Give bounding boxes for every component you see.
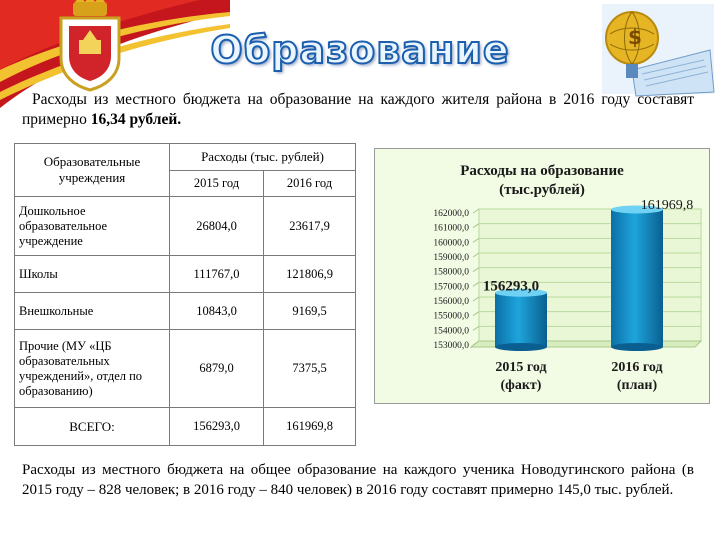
col-header-institutions: Образовательные учреждения xyxy=(15,144,170,197)
x-category-label: (план) xyxy=(616,378,658,393)
gridline xyxy=(473,253,479,257)
intro-sentence: Расходы из местного бюджета на образование на каждого жителя района в 2016 году составят примерно xyxy=(22,91,694,128)
bar-base xyxy=(611,343,663,351)
col-header-expenses: Расходы (тыс. рублей) xyxy=(170,144,356,171)
x-category-label: 2015 год xyxy=(495,360,547,375)
y-tick-label: 156000,0 xyxy=(433,297,469,307)
bar-chart xyxy=(375,149,709,403)
y-tick-label: 154000,0 xyxy=(433,326,469,337)
budget-table xyxy=(14,143,356,446)
value-label: 161969,8 xyxy=(640,198,694,213)
y-tick-label: 162000,0 xyxy=(433,209,469,219)
y-tick-label: 153000,0 xyxy=(433,341,469,351)
row-value-2015: 156293,0 xyxy=(170,408,264,446)
bottom-text: Расходы из местного бюджета на общее образование на каждого ученика Новодугинского района (в 2015 году – 828 человек; в 2016 году – 840 человек) в 2016 году составят примерно 145,0 тыс. рублей. xyxy=(22,462,694,498)
table-row xyxy=(15,293,356,330)
y-tick-label: 161000,0 xyxy=(433,223,469,234)
y-tick-label: 155000,0 xyxy=(433,311,469,322)
gridline xyxy=(473,268,479,272)
row-value-2016: 9169,5 xyxy=(264,293,356,330)
value-label: 156293,0 xyxy=(482,278,540,295)
y-tick-label: 159000,0 xyxy=(433,253,469,263)
col-header-2015: 2015 год xyxy=(170,171,264,197)
intro-text xyxy=(22,90,694,130)
row-value-2016: 161969,8 xyxy=(264,408,356,446)
row-value-2015: 26804,0 xyxy=(170,197,264,256)
gridline xyxy=(473,326,479,330)
row-value-2015: 10843,0 xyxy=(170,293,264,330)
row-value-2016: 23617,9 xyxy=(264,197,356,256)
row-value-2016: 7375,5 xyxy=(264,330,356,408)
row-name: Школы xyxy=(15,256,170,293)
y-tick-label: 158000,0 xyxy=(433,267,469,278)
y-tick-label: 160000,0 xyxy=(433,238,469,249)
row-value-2015: 111767,0 xyxy=(170,256,264,293)
table-row xyxy=(15,330,356,408)
table-row xyxy=(15,197,356,256)
y-tick-label: 157000,0 xyxy=(433,282,469,293)
svg-text:$: $ xyxy=(628,25,642,49)
chart-frame xyxy=(374,148,710,404)
bar-base xyxy=(495,343,547,351)
bar xyxy=(611,209,663,347)
row-name: ВСЕГО: xyxy=(15,408,170,446)
row-value-2016: 121806,9 xyxy=(264,256,356,293)
gridline xyxy=(473,282,479,286)
gridline xyxy=(473,224,479,228)
gridline xyxy=(473,209,479,213)
bar xyxy=(495,293,547,347)
row-name: Прочие (МУ «ЦБ образовательных учреждений», отдел по образованию) xyxy=(15,330,170,408)
row-value-2015: 6879,0 xyxy=(170,330,264,408)
intro-amount: 16,34 рублей. xyxy=(90,111,182,128)
page-title: Образование xyxy=(210,28,510,72)
x-category-label: (факт) xyxy=(500,378,542,393)
table-row xyxy=(15,256,356,293)
chart-title: Расходы на образование xyxy=(460,163,624,179)
table-row-total xyxy=(15,408,356,446)
gridline xyxy=(473,297,479,301)
chart-title: (тыс.рублей) xyxy=(499,182,585,198)
gridline xyxy=(473,312,479,316)
gridline xyxy=(473,238,479,242)
row-name: Дошкольное образовательное учреждение xyxy=(15,197,170,256)
col-header-2016: 2016 год xyxy=(264,171,356,197)
x-category-label: 2016 год xyxy=(611,360,663,375)
row-name: Внешкольные xyxy=(15,293,170,330)
